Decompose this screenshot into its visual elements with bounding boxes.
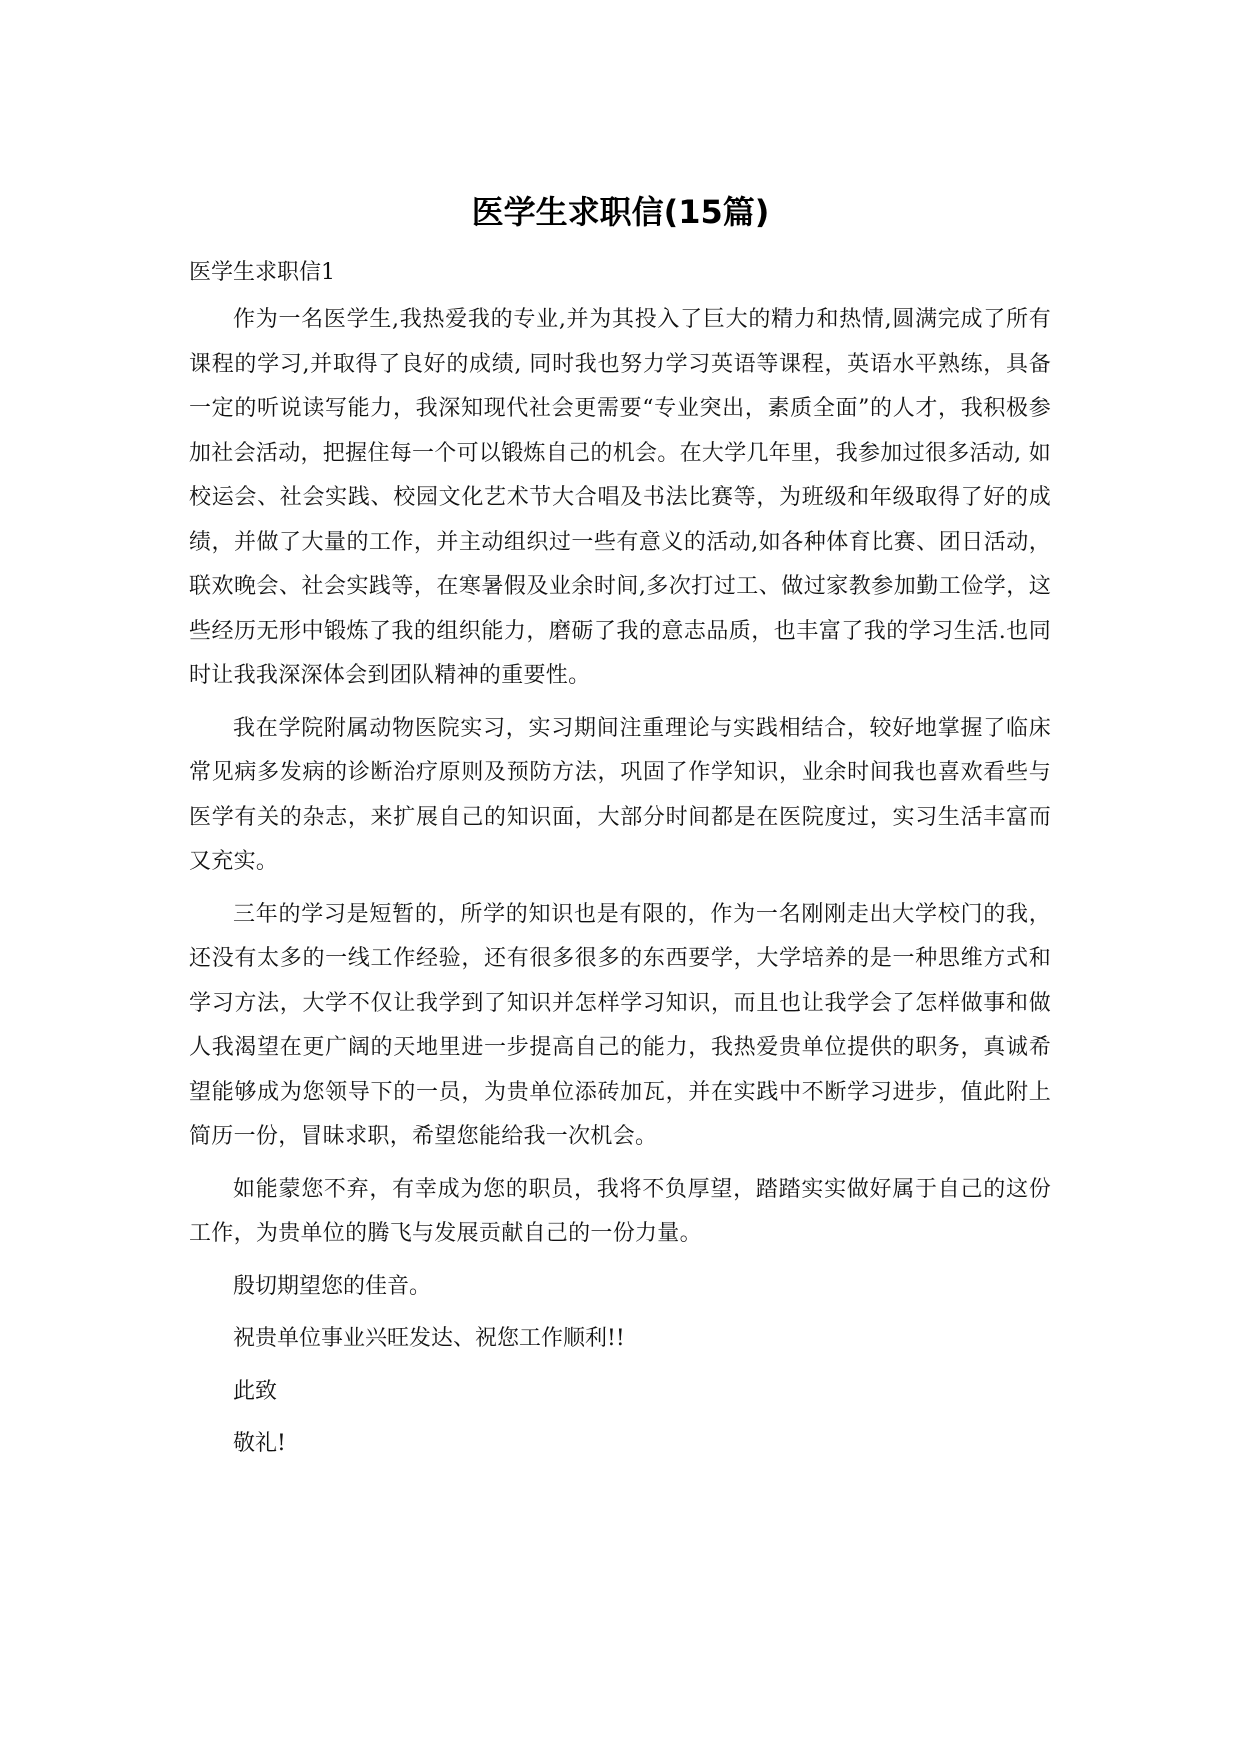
paragraph-internship: 我在学院附属动物医院实习，实习期间注重理论与实践相结合，较好地掌握了临床常见病多发病的诊断治疗原则及预防方法，巩固了作学知识，业余时间我也喜欢看些与医学有关的杂志，来扩展自己的知识面，大部分时间都是在医院度过，实习生活丰富而又充实。 [189, 715, 1051, 874]
closing-line-hope: 殷切期望您的佳音。 [233, 1273, 432, 1299]
closing-line-wishes: 祝贵单位事业兴旺发达、祝您工作顺利!! [233, 1326, 625, 1351]
paragraph-intro: 作为一名医学生,我热爱我的专业,并为其投入了巨大的精力和热情,圆满完成了所有课程的学习,并取得了良好的成绩, 同时我也努力学习英语等课程，英语水平熟练，具备一定的听说读写能力，我深知现代社会更需要“专业突出，素质全面”的人才，我积极参加社会活动，把握住每一个可以锻炼自己的机会。在大学几年里，我参加过很多活动, 如校运会、社会实践、校园文化艺术节大合唱及书法比赛等，为班级和年级取得了好的成绩，并做了大量的工作，并主动组织过一些有意义的活动,如各种体育比赛、团日活动，联欢晚会、社会实践等，在寒暑假及业余时间,多次打过工、做过家教参加勤工俭学，这些经历无形中锻炼了我的组织能力，磨砺了我的意志品质，也丰富了我的学习生活.也同时让我我深深体会到团队精神的重要性。 [189, 307, 1051, 688]
document-title: 医学生求职信(15篇) [471, 193, 770, 231]
closing-line-zhizhi: 此致 [233, 1378, 278, 1404]
paragraph-commitment: 如能蒙您不弃，有幸成为您的职员，我将不负厚望，踏踏实实做好属于自己的这份工作，为贵单位的腾飞与发展贡献自己的一份力量。 [189, 1176, 1051, 1246]
paragraph-study: 三年的学习是短暂的，所学的知识也是有限的，作为一名刚刚走出大学校门的我，还没有太多的一线工作经验，还有很多很多的东西要学，大学培养的是一种思维方式和学习方法，大学不仅让我学到了知识并怎样学习知识，而且也让我学会了怎样做事和做人我渴望在更广阔的天地里进一步提高自己的能力，我热爱贵单位提供的职务，真诚希望能够成为您领导下的一员，为贵单位添砖加瓦，并在实践中不断学习进步，值此附上简历一份，冒昧求职，希望您能给我一次机会。 [189, 901, 1051, 1149]
letter-body [189, 256, 1051, 1467]
closing-line-salute: 敬礼! [233, 1431, 286, 1456]
section-heading: 医学生求职信1 [189, 260, 335, 285]
